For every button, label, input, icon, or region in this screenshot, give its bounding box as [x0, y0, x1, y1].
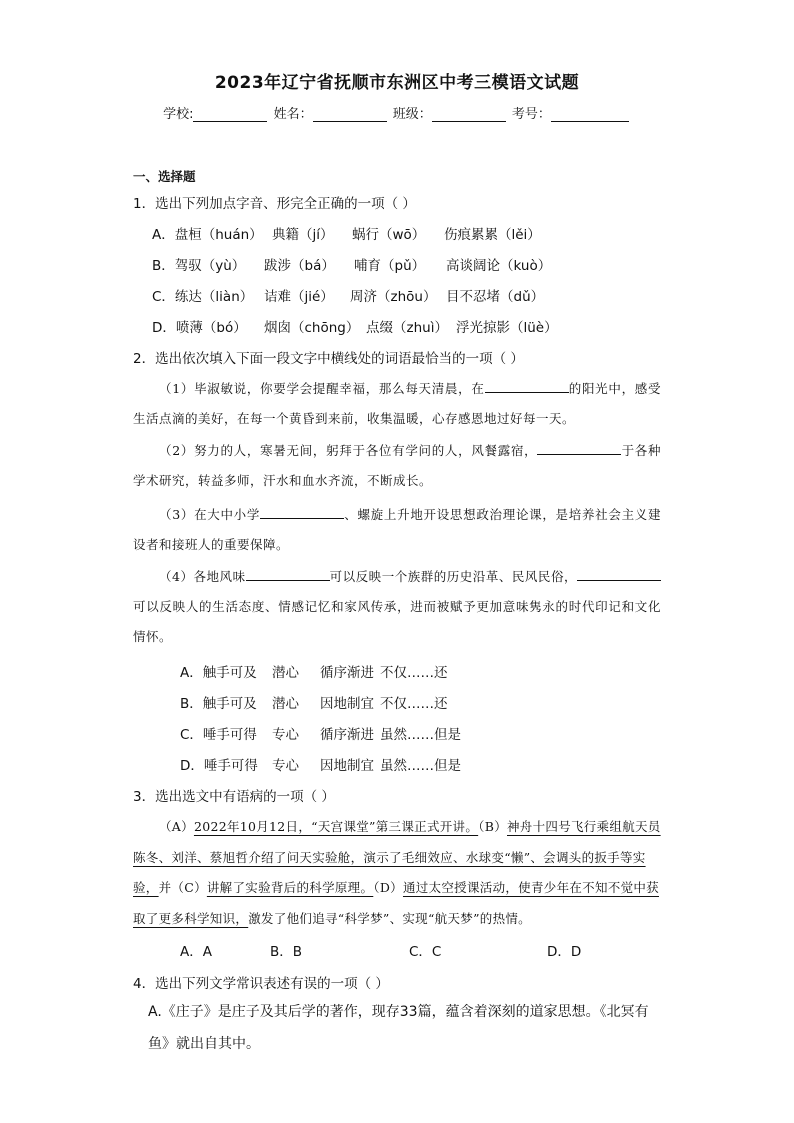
q2-p3-b: 、螺旋上升地开设思想政治理论课，是培养社会主义建设者和接班人的重要保障。	[133, 507, 661, 552]
q1-d-3: 点缀（zhuì）	[366, 320, 448, 336]
q2-c-3: 循序渐进	[320, 727, 374, 743]
exam-number-blank	[551, 107, 629, 122]
q2-b-1: B．触手可及	[180, 696, 257, 712]
q1-b-1: B．驾驭（yù）	[152, 258, 246, 274]
q1-b-2: 跋涉（bá）	[264, 258, 335, 274]
q2-p3-a: （3）在大中小学	[159, 507, 261, 522]
q2-p2-a: （2）努力的人，寒暑无间，躬拜于各位有学问的人，风餐露宿，	[159, 443, 538, 458]
exam-number-label: 考号：	[511, 107, 551, 122]
student-info-line	[0, 103, 794, 122]
q3-sentence-d: 通过太空授课活动，使青少年在不知不觉中获取了更多科学知识，	[133, 880, 659, 926]
q1-d-2: 烟囱（chōng）	[264, 320, 360, 336]
q3-tail: 激发了他们追寻“科学梦”、实现“航天梦”的热情。	[248, 910, 531, 926]
q3-stem: 3．选出选文中有语病的一项（ ）	[133, 789, 335, 805]
q2-b-3: 因地制宜	[320, 696, 374, 712]
q2-blank-3	[260, 504, 344, 519]
q2-p1-b: 的阳光中，感受生活点滴的美好，在每一个黄昏到来前，收集温暖，心存感恩地过好每一天。	[133, 381, 661, 426]
q2-a-3: 循序渐进	[320, 665, 374, 681]
q2-b-4: 不仅……还	[380, 696, 448, 712]
q2-passage-1	[133, 374, 661, 434]
q2-c-1: C．唾手可得	[180, 727, 257, 743]
q3-tag-c: 并（C）	[158, 880, 207, 895]
q2-blank-5	[577, 566, 661, 581]
q2-blank-2	[537, 440, 621, 455]
q2-d-2: 专心	[272, 758, 299, 774]
q3-tag-b: （B）	[478, 819, 507, 834]
class-label: 班级：	[392, 107, 432, 122]
q1-stem: 1．选出下列加点字音、形完全正确的一项（ ）	[133, 196, 416, 212]
q2-c-2: 专心	[272, 727, 299, 743]
q2-d-1: D．唾手可得	[180, 758, 258, 774]
q2-a-2: 潜心	[272, 665, 299, 681]
q2-passage-3	[133, 500, 661, 560]
q3-answer-c: C．C	[409, 944, 442, 960]
q1-c-3: 周济（zhōu）	[350, 289, 437, 305]
school-label: 学校:	[163, 107, 194, 122]
q1-a-1: A．盘桓（huán）	[152, 227, 263, 243]
q2-p1-a: （1）毕淑敏说，你要学会提醒幸福，那么每天清晨，在	[159, 381, 485, 396]
q3-tag-d: （D）	[373, 880, 403, 895]
q1-c-4: 目不忍堵（dǔ）	[446, 289, 545, 305]
name-blank	[313, 107, 387, 122]
q2-p4-b: 可以反映一个族群的历史沿革、民风民俗，	[329, 569, 577, 584]
q3-answer-b: B．B	[270, 944, 303, 960]
class-blank	[432, 107, 506, 122]
q1-b-4: 高谈阔论（kuò）	[446, 258, 552, 274]
q3-sentence-a: 2022年10月12日，“天宫课堂”第三课正式开讲。	[193, 819, 479, 834]
q2-p4-a: （4）各地风味	[159, 569, 246, 584]
q3-tag-a: （A）	[159, 819, 194, 834]
q2-a-1: A．触手可及	[180, 665, 257, 681]
q1-d-1: D．喷薄（bó）	[152, 320, 247, 336]
q1-a-3: 蜗行（wō）	[352, 227, 426, 243]
q1-d-4: 浮光掠影（lüè）	[456, 320, 558, 336]
q1-b-3: 哺育（pǔ）	[354, 258, 426, 274]
page-title: 2023年辽宁省抚顺市东洲区中考三模语文试题	[214, 73, 580, 93]
q2-a-4: 不仅……还	[380, 665, 448, 681]
q1-a-2: 典籍（jí）	[272, 227, 334, 243]
q2-p4-c: 可以反映人的生活态度、情感记忆和家风传承，进而被赋予更加意味隽永的时代印记和文化情怀。	[133, 599, 661, 644]
q2-c-4: 虽然……但是	[380, 727, 461, 743]
q2-b-2: 潜心	[272, 696, 299, 712]
q4-stem: 4．选出下列文学常识表述有误的一项（ ）	[133, 976, 389, 992]
q1-a-4: 伤痕累累（lěi）	[444, 227, 541, 243]
q2-passage-2	[133, 436, 661, 496]
q3-sentence-c: 讲解了实验背后的科学原理。	[206, 880, 374, 895]
school-blank	[193, 107, 267, 122]
q3-answer-a: A．A	[180, 944, 212, 960]
q3-sentence-b: 神舟十四号飞行乘组航天员陈冬、刘洋、蔡旭哲介绍了问天实验舱，演示了毛细效应、水球变“懒”、会调头的扳手等实验，	[133, 819, 661, 895]
q2-blank-4	[246, 566, 330, 581]
q2-p2-b: 于各种学术研究，转益多师，汗水和血水齐流，不断成长。	[133, 443, 661, 488]
q2-stem: 2．选出依次填入下面一段文字中横线处的词语最恰当的一项（ ）	[133, 351, 524, 367]
q3-answer-d: D．D	[547, 944, 582, 960]
q1-c-2: 诘难（jié）	[264, 289, 334, 305]
q2-d-4: 虽然……但是	[380, 758, 461, 774]
q4-option-a: A.《庄子》是庄子及其后学的著作，现存33篇，蕴含着深刻的道家思想。《北冥有鱼》就出自其中。	[148, 1004, 649, 1052]
q3-passage	[133, 812, 661, 934]
q2-passage-4	[133, 562, 661, 652]
q2-blank-1	[485, 378, 569, 393]
q1-c-1: C．练达（liàn）	[152, 289, 254, 305]
q2-d-3: 因地制宜	[320, 758, 374, 774]
section-heading: 一、选择题	[133, 169, 196, 184]
name-label: 姓名：	[273, 107, 313, 122]
